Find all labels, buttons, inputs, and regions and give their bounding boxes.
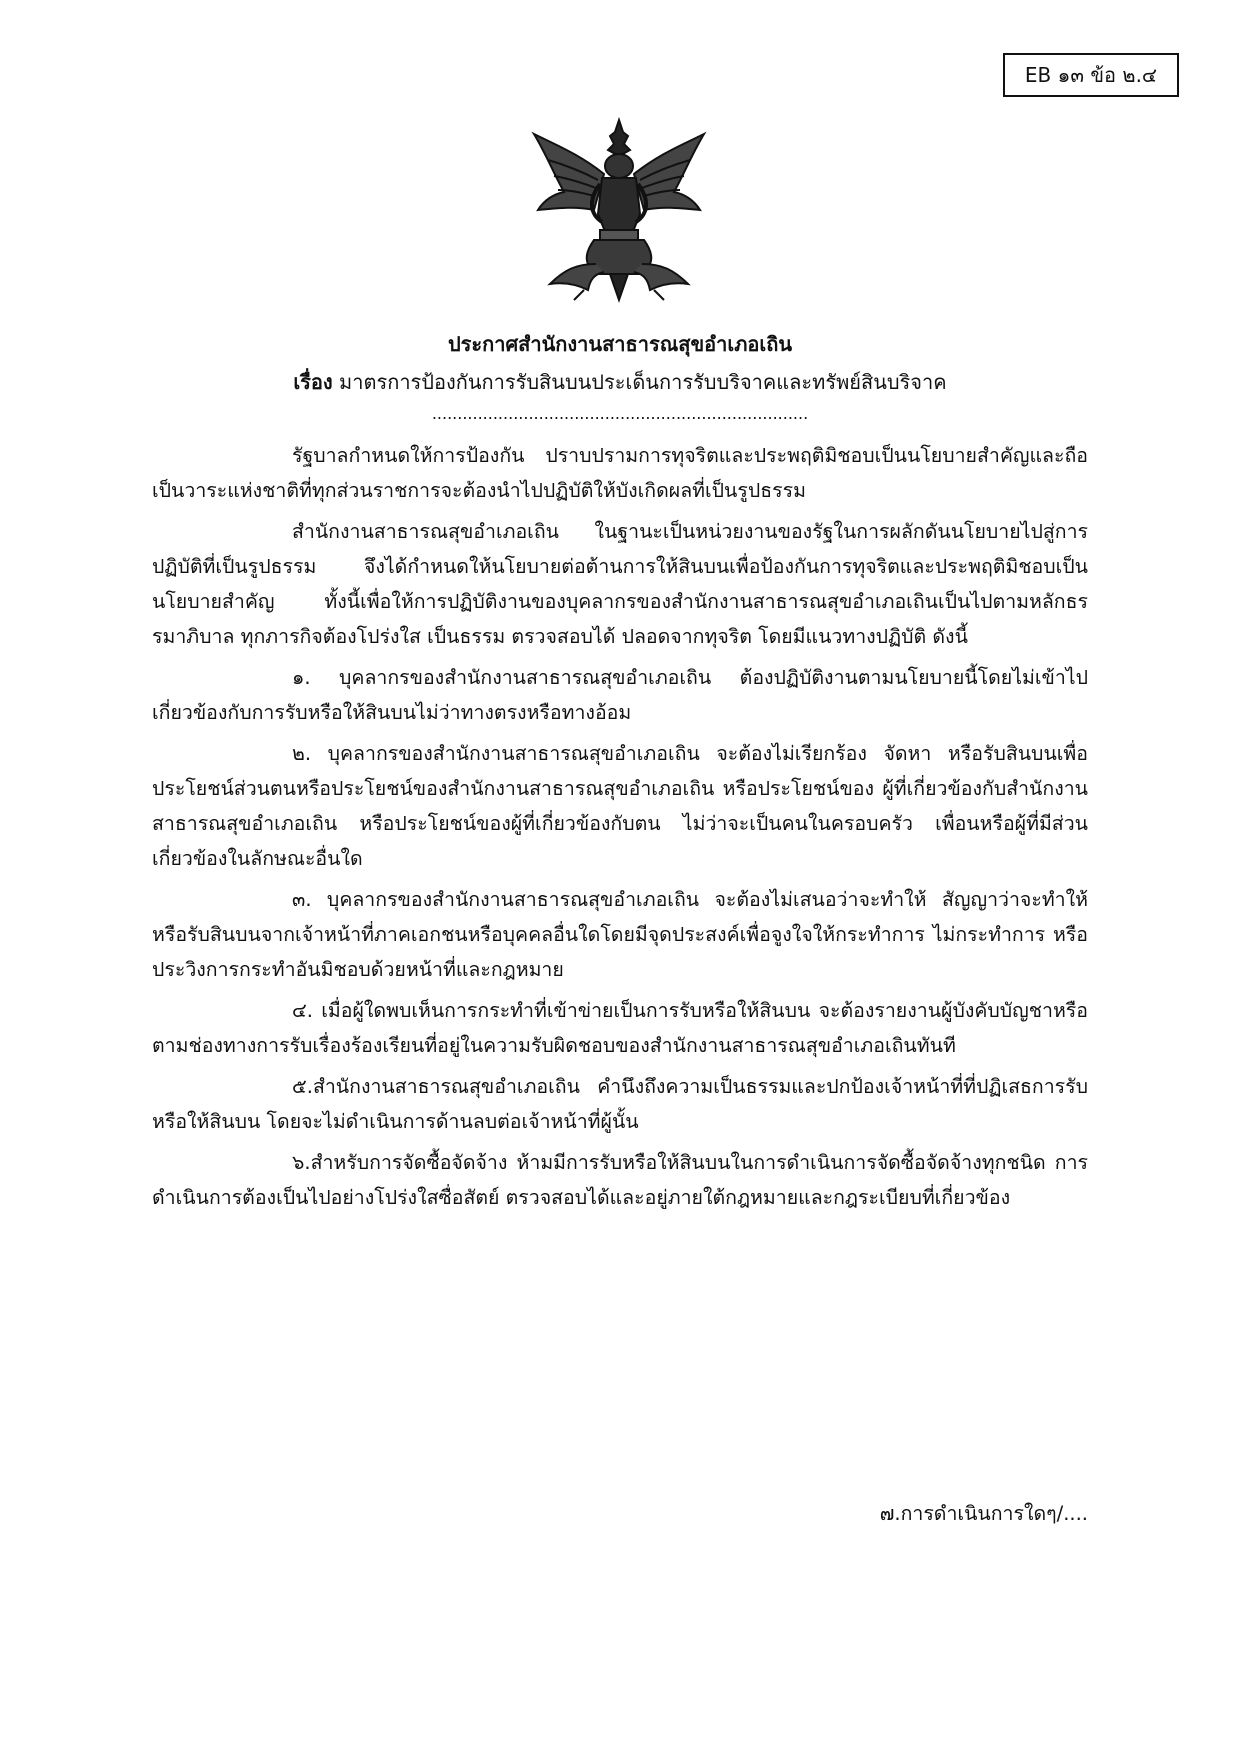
paragraph-item-4: ๔. เมื่อผู้ใดพบเห็นการกระทำที่เข้าข่ายเป็นการรับหรือให้สินบน จะต้องรายงานผู้บังคับบัญชาหรือตามช่องทางการรับเรื่องร้องเรียนที่อยู่ในความรับผิดชอบของสำนักงานสาธารณสุขอำเภอเถินทันที xyxy=(152,999,1088,1057)
document-body xyxy=(152,438,1088,1221)
paragraph-item-1: ๑. บุคลากรของสำนักงานสาธารณสุขอำเภอเถิน ต้องปฏิบัติงานตามนโยบายนี้โดยไม่เข้าไปเกี่ยวข้องกับการรับหรือให้สินบนไม่ว่าทางตรงหรือทางอ้อม xyxy=(152,666,1088,724)
title-divider: .......................................................................... xyxy=(431,404,809,423)
paragraph-item-6: ๖.สำหรับการจัดซื้อจัดจ้าง ห้ามมีการรับหรือให้สินบนในการดำเนินการจัดซื้อจัดจ้างทุกชนิด การดำเนินการต้องเป็นไปอย่างโปร่งใสซื่อสัตย์ ตรวจสอบได้และอยู่ภายใต้กฎหมายและกฎระเบียบที่เกี่ยวข้อง xyxy=(152,1151,1088,1209)
subject-prefix: เรื่อง xyxy=(293,370,333,394)
paragraph-item-5: ๕.สำนักงานสาธารณสุขอำเภอเถิน คำนึงถึงความเป็นธรรมและปกป้องเจ้าหน้าที่ที่ปฏิเสธการรับหรือให้สินบน โดยจะไม่ดำเนินการด้านลบต่อเจ้าหน้าที่ผู้นั้น xyxy=(152,1075,1088,1133)
paragraph-intro: รัฐบาลกำหนดให้การป้องกัน ปราบปรามการทุจริตและประพฤติมิชอบเป็นนโยบายสำคัญและถือเป็นวาระแห่งชาติที่ทุกส่วนราชการจะต้องนำไปปฏิบัติให้บังเกิดผลที่เป็นรูปธรรม xyxy=(152,444,1088,502)
document-title: ประกาศสำนักงานสาธารณสุขอำเภอเถิน xyxy=(447,332,793,356)
paragraph-item-2: ๒. บุคลากรของสำนักงานสาธารณสุขอำเภอเถิน จะต้องไม่เรียกร้อง จัดหา หรือรับสินบนเพื่อประโยชน์ส่วนตนหรือประโยชน์ของสำนักงานสาธารณสุขอำเภอเถิน หรือประโยชน์ของ ผู้ที่เกี่ยวข้องกับสำนักงานสาธารณสุขอำเภอเถิน หรือประโยชน์ของผู้ที่เกี่ยวข้องกับตน ไม่ว่าจะเป็นคนในครอบครัว เพื่อนหรือผู้ที่มีส่วนเกี่ยวข้องในลักษณะอื่นใด xyxy=(152,742,1088,870)
subject-text: มาตรการป้องกันการรับสินบนประเด็นการรับบริจาคและทรัพย์สินบริจาค xyxy=(332,370,947,394)
document-subject xyxy=(0,366,1240,398)
garuda-emblem-icon xyxy=(524,114,714,304)
paragraph-item-3: ๓. บุคลากรของสำนักงานสาธารณสุขอำเภอเถิน จะต้องไม่เสนอว่าจะทำให้ สัญญาว่าจะทำให้หรือรับสินบนจากเจ้าหน้าที่ภาคเอกชนหรือบุคคลอื่นใดโดยมีจุดประสงค์เพื่อจูงใจให้กระทำการ ไม่กระทำการ หรือประวิงการกระทำอันมิชอบด้วยหน้าที่และกฎหมาย xyxy=(152,888,1088,981)
reference-code-box: EB ๑๓ ข้อ ๒.๔ xyxy=(1003,53,1179,97)
paragraph-policy: สำนักงานสาธารณสุขอำเภอเถิน ในฐานะเป็นหน่วยงานของรัฐในการผลักดันนโยบายไปสู่การปฏิบัติที่เป็นรูปธรรม จึงได้กำหนดให้นโยบายต่อต้านการให้สินบนเพื่อป้องกันการทุจริตและประพฤติมิชอบเป็นนโยบายสำคัญ ทั้งนี้เพื่อให้การปฏิบัติงานของบุคลากรของสำนักงานสาธารณสุขอำเภอเถินเป็นไปตามหลักธรรมาภิบาล ทุกภารกิจต้องโปร่งใส เป็นธรรม ตรวจสอบได้ ปลอดจากทุจริต โดยมีแนวทางปฏิบัติ ดังนี้ xyxy=(152,520,1088,648)
next-page-marker: ๗.การดำเนินการใดๆ/.... xyxy=(879,1502,1088,1525)
